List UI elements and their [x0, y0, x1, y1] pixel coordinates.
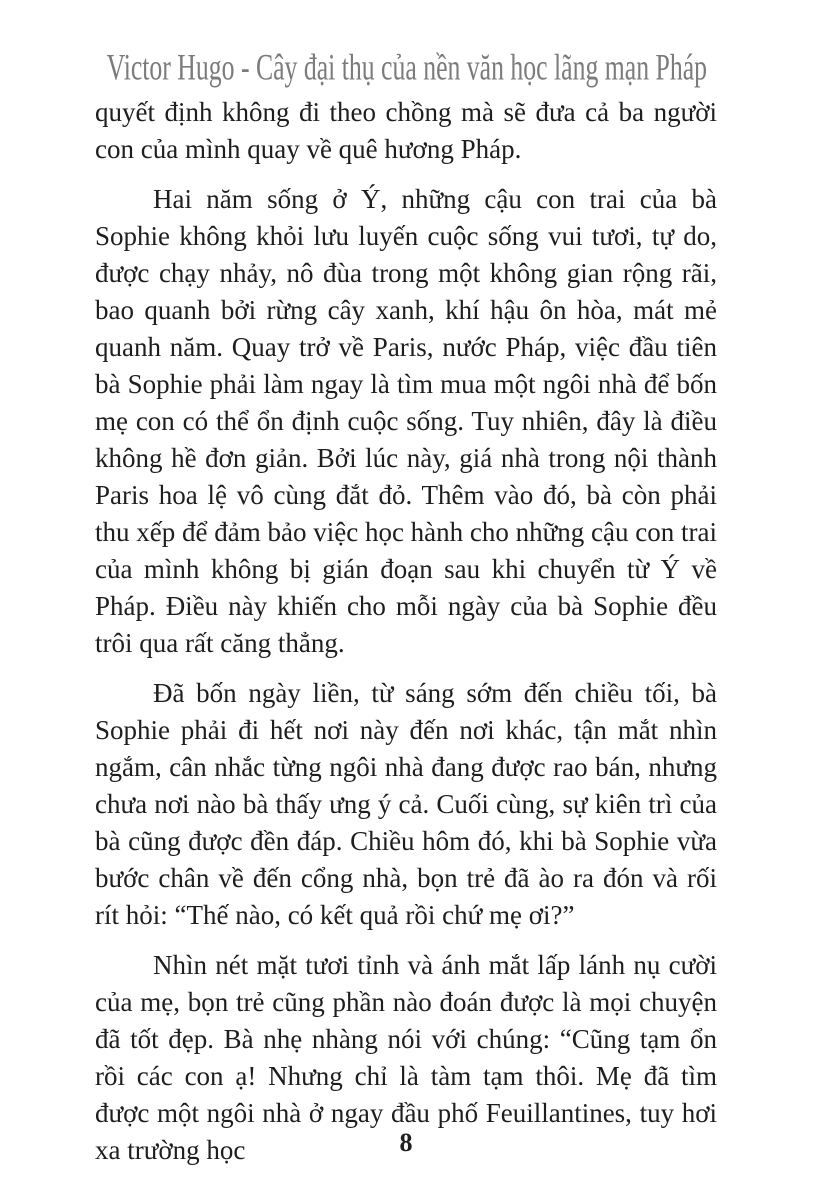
paragraph-two-years-in-italy: Hai năm sống ở Ý, những cậu con trai của bà Sophie không khỏi lưu luyến cuộc sống vui tươi, tự do, được chạy nhảy, nô đùa trong một không gian rộng rãi, bao quanh bởi rừng cây xanh, khí hậu ôn hòa, mát mẻ quanh năm. Quay trở về Paris, nước Pháp, việc đầu tiên bà Sophie phải làm ngay là tìm mua một ngôi nhà để bốn mẹ con có thể ổn định cuộc sống. Tuy nhiên, đây là điều không hề đơn giản. Bởi lúc này, giá nhà trong nội thành Paris hoa lệ vô cùng đắt đỏ. Thêm vào đó, bà còn phải thu xếp để đảm bảo việc học hành cho những cậu con trai của mình không bị gián đoạn sau khi chuyển từ Ý về Pháp. Điều này khiến cho mỗi ngày của bà Sophie đều trôi qua rất căng thẳng.	[95, 184, 717, 658]
body-text	[95, 94, 717, 1182]
running-header-text: Victor Hugo - Cây đại thụ của nền văn học lãng mạn Pháp	[106, 48, 708, 89]
paragraph-four-days-search: Đã bốn ngày liền, từ sáng sớm đến chiều tối, bà Sophie phải đi hết nơi này đến nơi khác, tận mắt nhìn ngắm, cân nhắc từng ngôi nhà đang được rao bán, nhưng chưa nơi nào bà thấy ưng ý cả. Cuối cùng, sự kiên trì của bà cũng được đền đáp. Chiều hôm đó, khi bà Sophie vừa bước chân về đến cổng nhà, bọn trẻ đã ào ra đón và rối rít hỏi: “Thế nào, có kết quả rồi chứ mẹ ơi?”	[95, 678, 717, 930]
paragraph-mother-announcement: Nhìn nét mặt tươi tỉnh và ánh mắt lấp lánh nụ cười của mẹ, bọn trẻ cũng phần nào đoán được là mọi chuyện đã tốt đẹp. Bà nhẹ nhàng nói với chúng: “Cũng tạm ổn rồi các con ạ! Nhưng chỉ là tàm tạm thôi. Mẹ đã tìm được một ngôi nhà ở ngay đầu phố Feuillantines, tuy hơi xa trường học	[95, 950, 717, 1165]
page-number: 8	[399, 1128, 413, 1157]
paragraph-continuation: quyết định không đi theo chồng mà sẽ đưa cả ba người con của mình quay về quê hương Pháp.	[95, 97, 717, 164]
running-header	[0, 48, 814, 89]
